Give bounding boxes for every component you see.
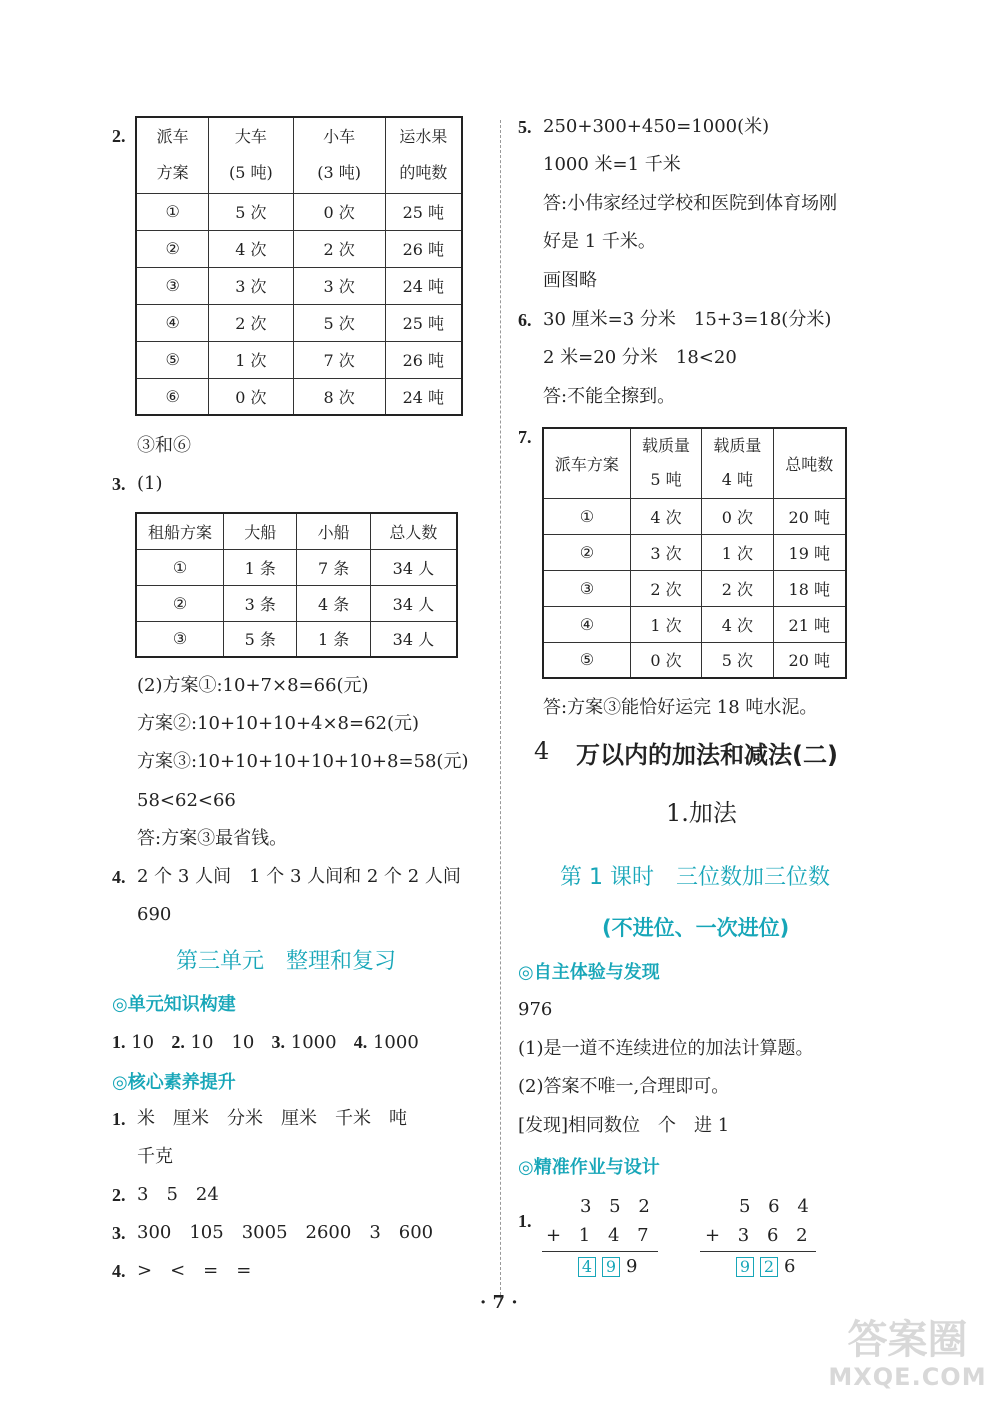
experience-line-3: (2)答案不唯一,合理即可。 bbox=[518, 1076, 730, 1097]
table-cell: 24 吨 bbox=[385, 267, 462, 304]
q7-header-2: 载质量 4 吨 bbox=[702, 428, 773, 498]
calc-a-result: 4 9 9 bbox=[578, 1256, 637, 1277]
table-cell: 0 次 bbox=[293, 193, 385, 230]
q2-header-3: 运水果 的吨数 bbox=[385, 117, 462, 193]
table-cell: ① bbox=[136, 193, 209, 230]
answer-box: 2 bbox=[760, 1257, 778, 1277]
table-cell: 1 次 bbox=[630, 606, 701, 642]
q7-header-0: 派车方案 bbox=[543, 428, 630, 498]
q3-table bbox=[135, 512, 458, 658]
table-cell: 5 条 bbox=[224, 621, 297, 657]
table-cell: 20 吨 bbox=[773, 498, 846, 534]
table-cell: 21 吨 bbox=[773, 606, 846, 642]
calc-b-rule bbox=[700, 1251, 816, 1252]
table-cell: 3 次 bbox=[630, 534, 701, 570]
table-cell: 26 吨 bbox=[385, 341, 462, 378]
q2-table bbox=[135, 116, 463, 416]
calc-b-result: 9 2 6 bbox=[736, 1256, 795, 1277]
table-cell: ③ bbox=[543, 570, 630, 606]
table-cell: 7 条 bbox=[297, 549, 370, 585]
q7-answer: 答:方案③能恰好运完 18 吨水泥。 bbox=[543, 697, 818, 718]
q2-header-1: 大车 (5 吨) bbox=[209, 117, 293, 193]
column-divider bbox=[500, 120, 501, 1300]
core-2-text: 3 5 24 bbox=[137, 1184, 219, 1205]
table-cell: ② bbox=[136, 230, 209, 267]
calc-a-top: 3 5 2 bbox=[580, 1196, 656, 1217]
table-cell: ④ bbox=[136, 304, 209, 341]
core-3-text: 300 105 3005 2600 3 600 bbox=[137, 1222, 434, 1243]
watermark-line-1: 答案圈 bbox=[847, 1317, 968, 1363]
q3-line-1: (2)方案①:10+7×8=66(元) bbox=[137, 675, 369, 696]
core-3-number: 3. bbox=[112, 1223, 126, 1243]
table-cell: 34 人 bbox=[370, 621, 457, 657]
answer-box: 9 bbox=[602, 1257, 620, 1277]
q6-line-2: 2 米=20 分米 18<20 bbox=[543, 347, 737, 368]
q4-line-2: 690 bbox=[137, 904, 172, 925]
q2-answer: ③和⑥ bbox=[137, 435, 191, 456]
core-1-text: 米 厘米 分米 厘米 千米 吨 bbox=[137, 1108, 407, 1129]
experience-line-1: 976 bbox=[518, 999, 553, 1020]
q5-line-2: 1000 米=1 千米 bbox=[543, 154, 681, 175]
calc-a-rule bbox=[542, 1251, 658, 1252]
table-cell: 19 吨 bbox=[773, 534, 846, 570]
q3-number: 3. bbox=[112, 474, 126, 494]
core-1-number: 1. bbox=[112, 1109, 126, 1129]
table-cell: ⑥ bbox=[136, 378, 209, 415]
table-cell: 34 人 bbox=[370, 585, 457, 621]
core-4-text: > < = = bbox=[137, 1260, 252, 1281]
lesson-title: 第 1 课时 三位数加三位数 bbox=[560, 865, 830, 890]
q3-part1: (1) bbox=[137, 473, 163, 494]
table-cell: 1 次 bbox=[209, 341, 293, 378]
q6-line-1: 30 厘米=3 分米 15+3=18(分米) bbox=[543, 309, 832, 330]
table-cell: ① bbox=[543, 498, 630, 534]
calc-number: 1. bbox=[518, 1211, 532, 1231]
experience-line-2: (1)是一道不连续进位的加法计算题。 bbox=[518, 1038, 814, 1059]
core-2-number: 2. bbox=[112, 1185, 126, 1205]
table-cell: 0 次 bbox=[702, 498, 773, 534]
table-cell: 2 次 bbox=[293, 230, 385, 267]
table-cell: 5 次 bbox=[209, 193, 293, 230]
q3-line-2: 方案②:10+10+10+4×8=62(元) bbox=[137, 713, 420, 734]
table-cell: 25 吨 bbox=[385, 193, 462, 230]
unit-title: 第三单元 整理和复习 bbox=[176, 949, 397, 974]
table-header: 小船 bbox=[297, 513, 370, 549]
table-cell: 7 次 bbox=[293, 341, 385, 378]
table-header: 租船方案 bbox=[136, 513, 224, 549]
q2-header-2: 小车 (3 吨) bbox=[293, 117, 385, 193]
table-cell: 5 次 bbox=[293, 304, 385, 341]
table-cell: 4 次 bbox=[209, 230, 293, 267]
q2-number: 2. bbox=[112, 126, 126, 146]
answer-box: 9 bbox=[736, 1257, 754, 1277]
table-cell: 3 条 bbox=[224, 585, 297, 621]
q5-line-5: 画图略 bbox=[543, 270, 597, 291]
table-cell: 2 次 bbox=[630, 570, 701, 606]
q3-line-5: 答:方案③最省钱。 bbox=[137, 828, 288, 849]
calc-a-second: + 1 4 7 bbox=[546, 1225, 655, 1246]
q5-number: 5. bbox=[518, 117, 532, 137]
table-cell: 4 次 bbox=[630, 498, 701, 534]
q7-number: 7. bbox=[518, 427, 532, 447]
table-cell: ⑤ bbox=[136, 341, 209, 378]
table-cell: 34 人 bbox=[370, 549, 457, 585]
knowledge-answers: 1. 10 2. 10 10 3. 1000 4. 1000 bbox=[112, 1032, 419, 1053]
section-heading-experience: ◎自主体验与发现 bbox=[518, 962, 660, 983]
table-cell: 3 次 bbox=[293, 267, 385, 304]
section-heading-knowledge: ◎单元知识构建 bbox=[112, 994, 236, 1015]
table-cell: 26 吨 bbox=[385, 230, 462, 267]
table-cell: 1 次 bbox=[702, 534, 773, 570]
watermark-logo bbox=[820, 1318, 995, 1408]
q7-table bbox=[542, 427, 847, 679]
table-cell: 1 条 bbox=[297, 621, 370, 657]
table-cell: 0 次 bbox=[209, 378, 293, 415]
table-cell: ② bbox=[543, 534, 630, 570]
core-4-number: 4. bbox=[112, 1261, 126, 1281]
table-cell: 25 吨 bbox=[385, 304, 462, 341]
table-cell: ② bbox=[136, 585, 224, 621]
q5-line-3: 答:小伟家经过学校和医院到体育场刚 bbox=[543, 193, 838, 214]
lesson-subtitle: (不进位、一次进位) bbox=[602, 916, 790, 940]
table-cell: 18 吨 bbox=[773, 570, 846, 606]
table-cell: 24 吨 bbox=[385, 378, 462, 415]
table-cell: ⑤ bbox=[543, 642, 630, 678]
q6-number: 6. bbox=[518, 310, 532, 330]
section-heading-homework: ◎精准作业与设计 bbox=[518, 1157, 660, 1178]
table-cell: 3 次 bbox=[209, 267, 293, 304]
table-cell: ① bbox=[136, 549, 224, 585]
table-cell: 4 次 bbox=[702, 606, 773, 642]
q6-line-3: 答:不能全擦到。 bbox=[543, 386, 676, 407]
table-cell: 8 次 bbox=[293, 378, 385, 415]
q7-header-1: 载质量 5 吨 bbox=[630, 428, 701, 498]
q2-header-0: 派车 方案 bbox=[136, 117, 209, 193]
q3-line-4: 58<62<66 bbox=[137, 790, 236, 811]
table-cell: 2 次 bbox=[209, 304, 293, 341]
section-title: 1.加法 bbox=[666, 799, 737, 827]
table-cell: 5 次 bbox=[702, 642, 773, 678]
table-cell: 1 条 bbox=[224, 549, 297, 585]
watermark-line-2: MXQE.COM bbox=[828, 1363, 987, 1391]
q4-number: 4. bbox=[112, 867, 126, 887]
calc-b-second: + 3 6 2 bbox=[705, 1225, 814, 1246]
table-cell: 4 条 bbox=[297, 585, 370, 621]
experience-line-4: [发现]相同数位 个 进 1 bbox=[518, 1115, 730, 1136]
table-cell: 20 吨 bbox=[773, 642, 846, 678]
q5-line-1: 250+300+450=1000(米) bbox=[543, 116, 770, 137]
table-cell: ③ bbox=[136, 621, 224, 657]
page-number: · 7 · bbox=[480, 1292, 518, 1313]
table-cell: ③ bbox=[136, 267, 209, 304]
core-1-text2: 千克 bbox=[137, 1146, 173, 1167]
calc-b-top: 5 6 4 bbox=[739, 1196, 815, 1217]
q5-line-4: 好是 1 千米。 bbox=[543, 231, 656, 252]
q3-line-3: 方案③:10+10+10+10+10+8=58(元) bbox=[137, 751, 469, 772]
table-cell: 0 次 bbox=[630, 642, 701, 678]
table-cell: 2 次 bbox=[702, 570, 773, 606]
chapter-number: 4 bbox=[534, 737, 550, 765]
q4-line-1: 2 个 3 人间 1 个 3 人间和 2 个 2 人间 bbox=[137, 866, 461, 887]
section-heading-core: ◎核心素养提升 bbox=[112, 1072, 236, 1093]
table-header: 大船 bbox=[224, 513, 297, 549]
table-header: 总人数 bbox=[370, 513, 457, 549]
answer-box: 4 bbox=[578, 1257, 596, 1277]
table-cell: ④ bbox=[543, 606, 630, 642]
chapter-title: 万以内的加法和减法(二) bbox=[576, 741, 838, 769]
q7-header-3: 总吨数 bbox=[773, 428, 846, 498]
